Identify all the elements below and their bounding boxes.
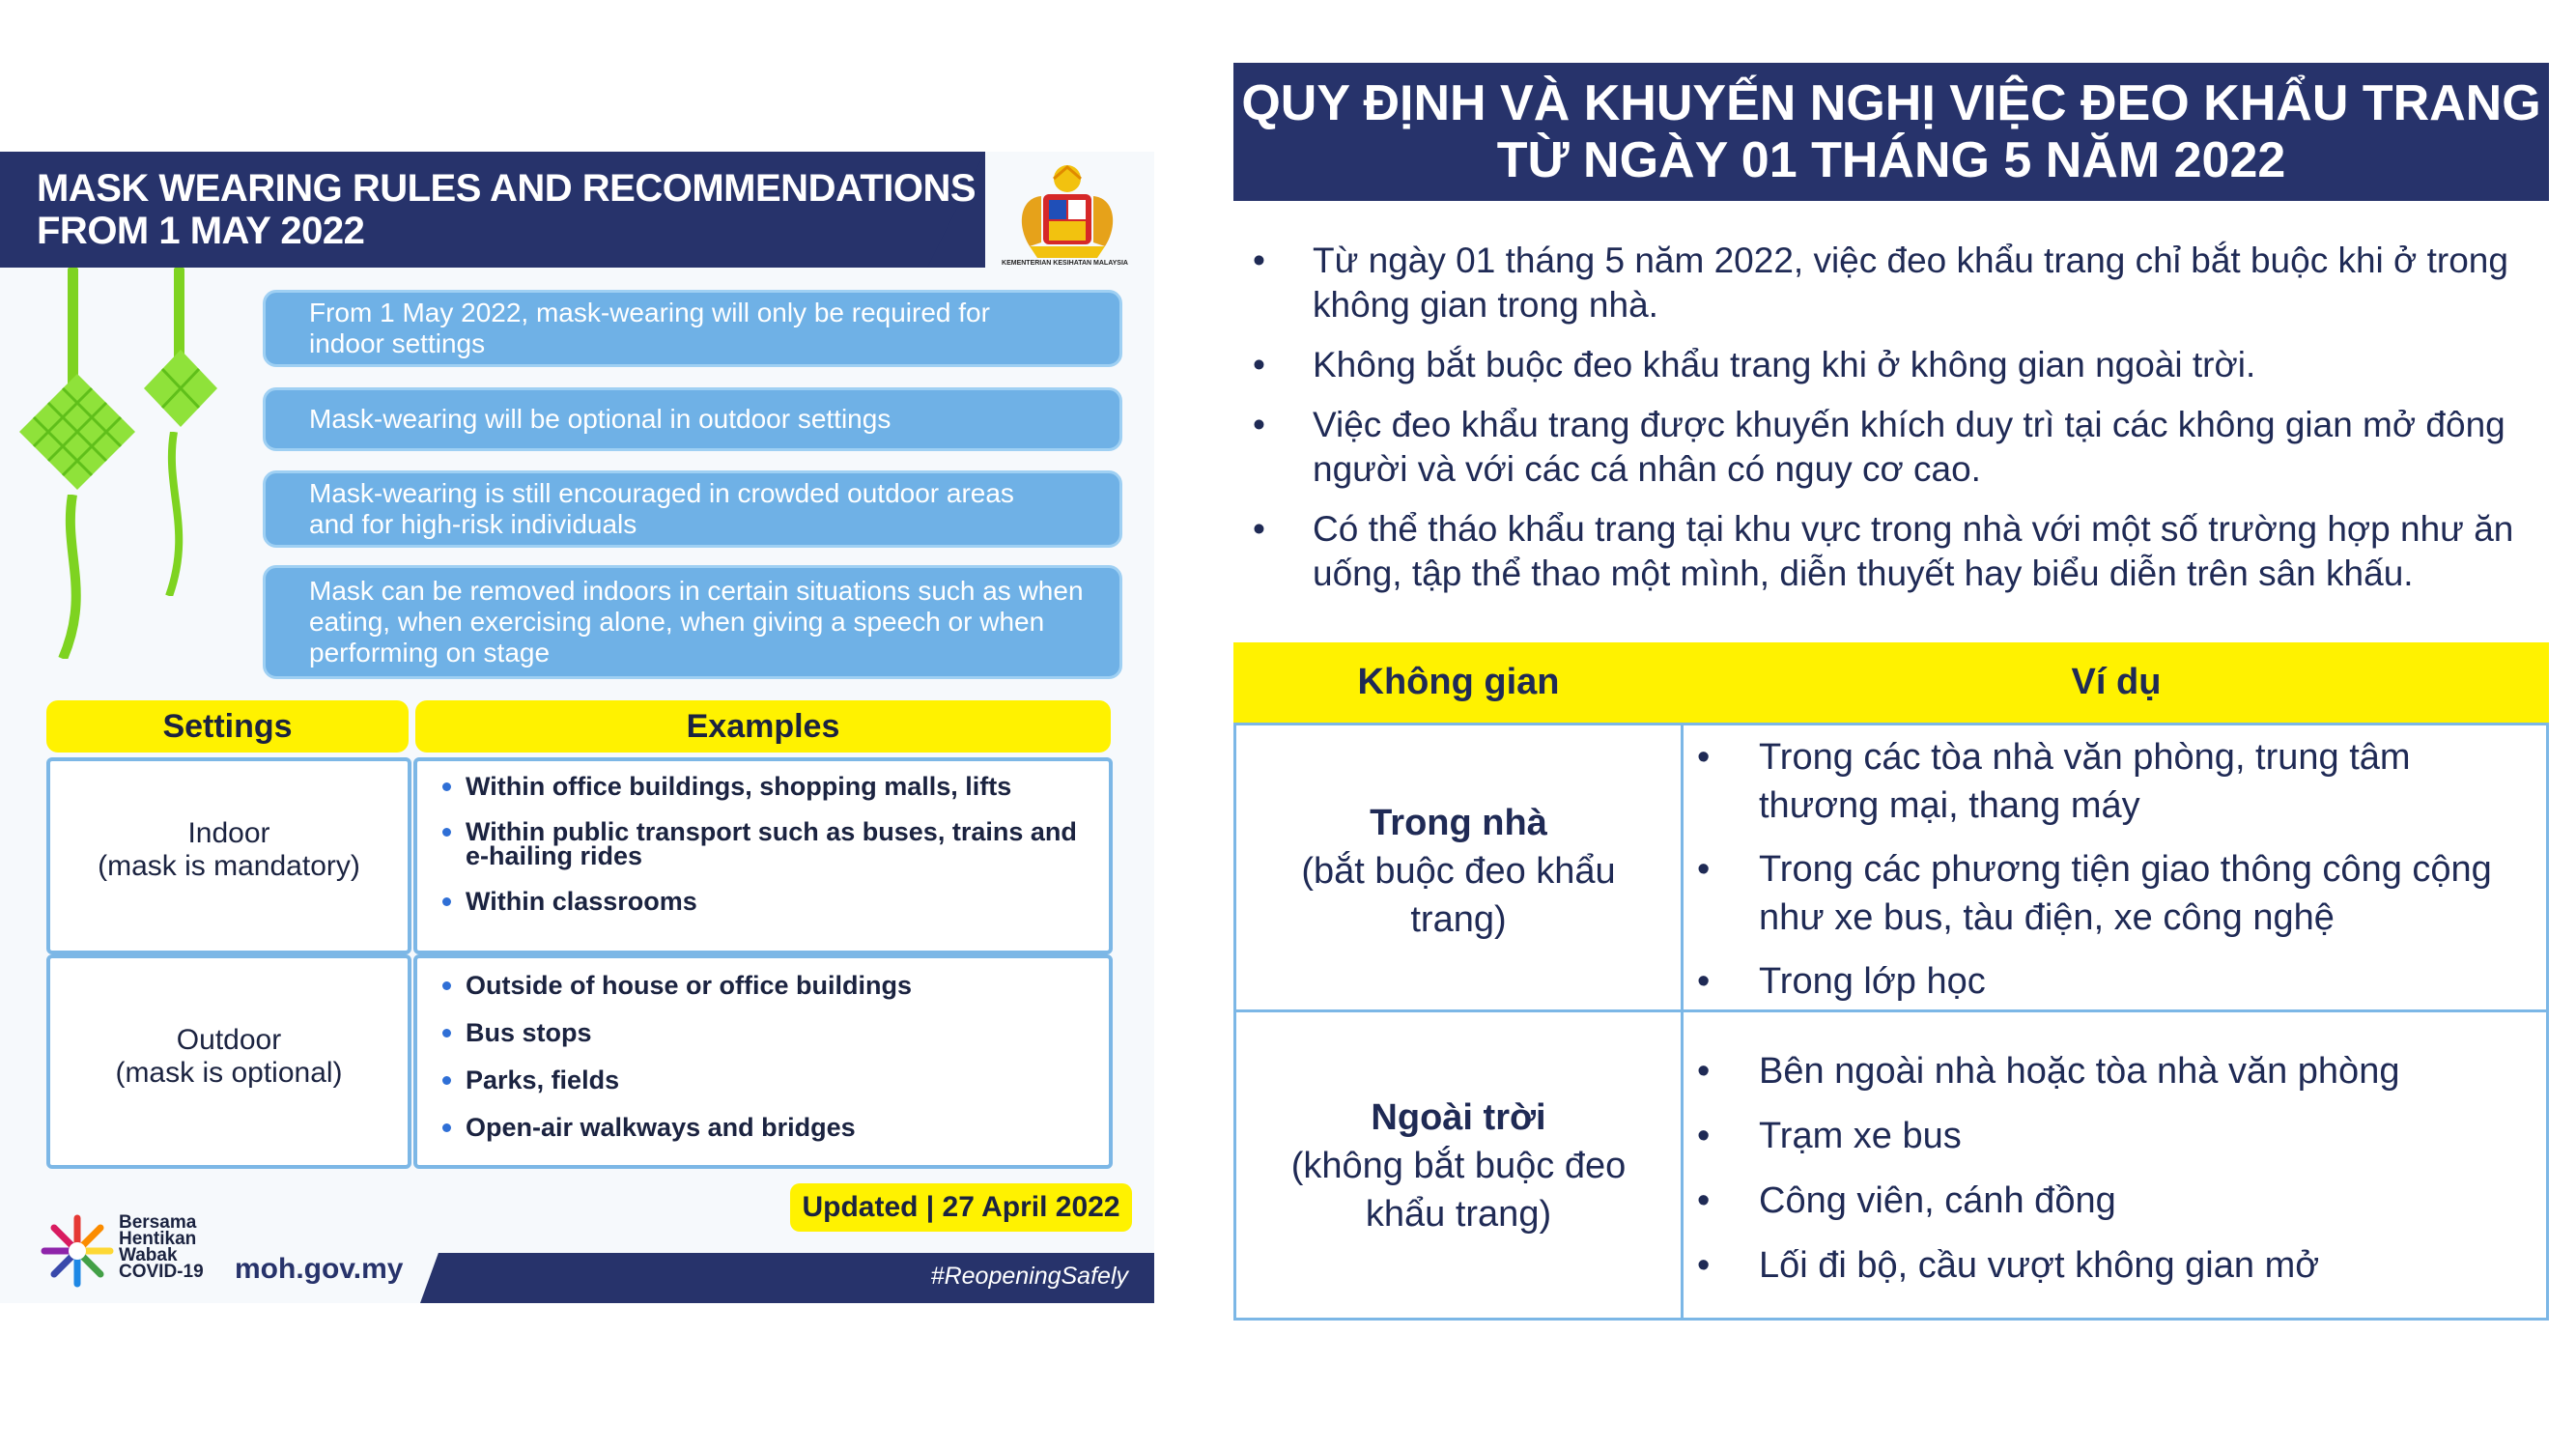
outdoor-setting-label bbox=[50, 1024, 408, 1090]
list-item: • Có thể tháo khẩu trang tại khu vực trong nhà với một số trường hợp như ăn uống, tập thể thao một mình, diễn thuyết hay biểu diễn trên sân khấu. bbox=[1253, 507, 2547, 596]
indoor-examples-list bbox=[439, 772, 1099, 916]
rule-text: Mask can be removed indoors in certain situations such as when eating, when exercising alone, when giving a speech or when performing on stage bbox=[309, 576, 1084, 668]
poster-title-line-2: FROM 1 MAY 2022 bbox=[37, 210, 365, 252]
vn-indoor-note: (bắt buộc đeo khẩu trang) bbox=[1301, 851, 1616, 940]
list-item: • Công viên, cánh đồng bbox=[1697, 1177, 2536, 1225]
vn-outdoor-examples-cell bbox=[1681, 1009, 2549, 1321]
list-item: • Trong các phương tiện giao thông công cộng như xe bus, tàu điện, xe công nghệ bbox=[1697, 845, 2536, 942]
crest-caption: KEMENTERIAN KESIHATAN MALAYSIA bbox=[1002, 260, 1128, 267]
indoor-setting-cell bbox=[46, 757, 411, 954]
vn-outdoor-examples-list bbox=[1697, 1047, 2536, 1290]
ketupat-icon bbox=[14, 369, 140, 504]
list-item: Outside of house or office buildings bbox=[439, 974, 1099, 998]
settings-header: Settings bbox=[46, 700, 409, 753]
outdoor-note: (mask is optional) bbox=[115, 1057, 343, 1089]
list-item: Open-air walkways and bridges bbox=[439, 1116, 1099, 1140]
rule-pill-outdoor-optional bbox=[263, 387, 1122, 451]
vn-outdoor-title: Ngoài trời bbox=[1371, 1097, 1546, 1138]
ketupat-tail-icon bbox=[155, 432, 193, 596]
updated-date-badge: Updated | 27 April 2022 bbox=[790, 1183, 1132, 1232]
campaign-word: Bersama bbox=[119, 1212, 197, 1233]
campaign-word: COVID-19 bbox=[119, 1262, 204, 1282]
vn-indoor-setting bbox=[1236, 799, 1681, 944]
rule-text: Mask-wearing will be optional in outdoor settings bbox=[309, 404, 892, 434]
list-item: • Lối đi bộ, cầu vượt không gian mở bbox=[1697, 1241, 2536, 1290]
campaign-word: Hentikan bbox=[119, 1229, 197, 1249]
list-item: Within classrooms bbox=[439, 890, 1099, 914]
rule-text: Mask-wearing is still encouraged in crowded outdoor areas and for high-risk individuals bbox=[309, 478, 1014, 539]
outdoor-examples-cell bbox=[413, 954, 1113, 1169]
indoor-setting-label bbox=[50, 817, 408, 883]
rule-text: From 1 May 2022, mask-wearing will only be required for indoor settings bbox=[309, 298, 990, 358]
list-item: Bus stops bbox=[439, 1021, 1099, 1045]
list-item: • Trạm xe bus bbox=[1697, 1112, 2536, 1160]
vn-outdoor-setting bbox=[1236, 1094, 1681, 1238]
malaysia-crest-icon bbox=[995, 157, 1140, 273]
vietnamese-title-line-2: TỪ NGÀY 01 THÁNG 5 NĂM 2022 bbox=[1496, 131, 2286, 188]
covid-campaign-text bbox=[119, 1214, 204, 1280]
list-item: • Từ ngày 01 tháng 5 năm 2022, việc đeo khẩu trang chỉ bắt buộc khi ở trong không gian trong nhà. bbox=[1253, 239, 2547, 327]
indoor-examples-cell bbox=[413, 757, 1113, 954]
vietnamese-rules-list bbox=[1253, 239, 2547, 611]
poster-title-line-1: MASK WEARING RULES AND RECOMMENDATIONS bbox=[37, 167, 977, 210]
list-item: Within office buildings, shopping malls, lifts bbox=[439, 775, 1099, 799]
list-item: • Trong lớp học bbox=[1697, 957, 2536, 1006]
vn-outdoor-setting-cell bbox=[1233, 1009, 1684, 1321]
outdoor-setting-cell bbox=[46, 954, 411, 1169]
outdoor-label: Outdoor bbox=[176, 1024, 282, 1056]
vietnamese-title bbox=[1233, 63, 2549, 201]
examples-column-header: Ví dụ bbox=[2071, 662, 2162, 702]
rule-pill-crowded-encouraged bbox=[263, 470, 1122, 548]
indoor-note: (mask is mandatory) bbox=[98, 850, 360, 882]
campaign-word: Wabak bbox=[119, 1245, 178, 1265]
list-item: • Bên ngoài nhà hoặc tòa nhà văn phòng bbox=[1697, 1047, 2536, 1095]
vn-indoor-setting-cell bbox=[1233, 723, 1684, 1012]
rule-pill-indoor-required bbox=[263, 290, 1122, 367]
list-item: • Việc đeo khẩu trang được khuyến khích duy trì tại các không gian mở đông người và với các cá nhân có nguy cơ cao. bbox=[1253, 403, 2547, 492]
vn-indoor-examples-list bbox=[1697, 733, 2536, 1006]
vietnamese-table-header bbox=[1233, 642, 2549, 723]
list-item: Parks, fields bbox=[439, 1068, 1099, 1093]
examples-header: Examples bbox=[415, 700, 1111, 753]
list-item: Within public transport such as buses, trains and e-hailing rides bbox=[439, 820, 1099, 868]
ketupat-tail-icon bbox=[53, 495, 92, 659]
poster-title bbox=[37, 167, 983, 252]
space-column-header: Không gian bbox=[1357, 662, 1560, 702]
list-item: • Không bắt buộc đeo khẩu trang khi ở không gian ngoài trời. bbox=[1253, 343, 2547, 387]
rule-pill-removal-exceptions bbox=[263, 565, 1122, 679]
outdoor-examples-list bbox=[439, 971, 1099, 1142]
vn-indoor-title: Trong nhà bbox=[1370, 803, 1547, 843]
vn-outdoor-note: (không bắt buộc đeo khẩu trang) bbox=[1290, 1146, 1627, 1235]
vietnamese-title-line-1: QUY ĐỊNH VÀ KHUYẾN NGHỊ VIỆC ĐEO KHẨU TRANG bbox=[1241, 74, 2541, 131]
english-poster bbox=[0, 152, 1154, 1303]
covid-campaign-logo-icon bbox=[39, 1212, 116, 1290]
indoor-label: Indoor bbox=[187, 817, 270, 849]
vn-indoor-examples-cell bbox=[1681, 723, 2549, 1012]
list-item: • Trong các tòa nhà văn phòng, trung tâm thương mại, thang máy bbox=[1697, 733, 2536, 830]
hashtag: #ReopeningSafely bbox=[930, 1263, 1128, 1290]
ketupat-icon bbox=[140, 345, 222, 437]
website-url: moh.gov.my bbox=[235, 1253, 404, 1285]
